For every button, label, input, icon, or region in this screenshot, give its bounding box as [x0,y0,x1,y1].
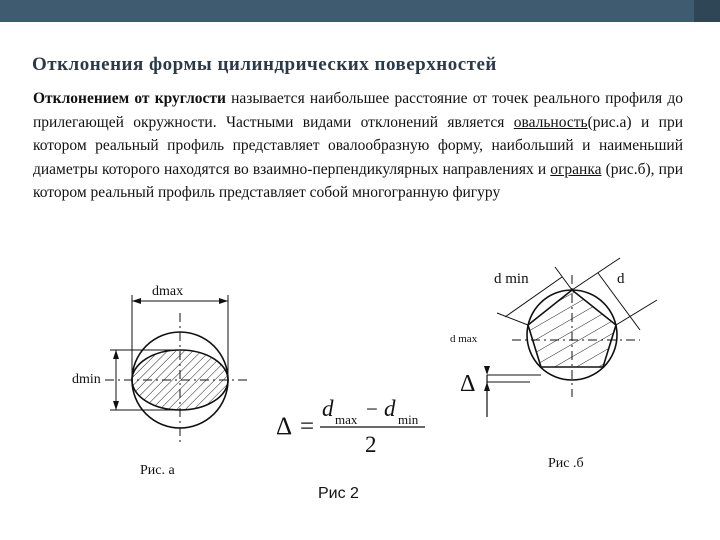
formula-delta: Δ [276,413,293,440]
dmax-label: d max [450,333,478,345]
formula-minus: − [366,397,378,421]
extension-line [616,300,657,325]
ovality-diagram [105,295,248,445]
formula-equals: = [300,413,315,440]
decorative-rule [60,30,695,32]
paragraph-text: называется наибольшее расстояние от точек реального профиля до прилегающей окружности. Частными видами отклонений является [33,90,683,131]
arrowhead [113,350,119,359]
d-label: d [617,271,625,287]
arrowhead [132,298,141,304]
dmax-label: dmax [152,284,184,299]
extension-line [572,258,620,290]
formula-denominator: 2 [365,432,377,457]
arrowhead [484,366,490,375]
figure-caption: Рис 2 [318,485,359,502]
extension-line [555,267,572,290]
paragraph-text: (рис.б), при котором реальный профиль представляет собой многогранную фигуру [33,160,683,201]
figures-svg [0,255,720,540]
dmin-label: d min [494,271,529,287]
slide-title: Отклонения формы цилиндрических поверхностей [32,54,497,75]
figure-b-caption: Рис .б [548,456,584,471]
formula-sub-max: max [335,412,358,427]
figure-a-caption: Рис. а [140,463,175,478]
arrowhead [113,401,119,410]
top-banner [0,0,720,22]
term-faceting: огранка [550,160,602,178]
formula-d-min: d [384,396,396,421]
extension-line [497,313,528,325]
decorative-rule-thin [540,45,660,46]
term-roundness: Отклонением от круглости [33,90,226,107]
dmin-label: dmin [72,372,101,387]
formula-sub-min: min [398,412,419,427]
formula-d-max: d [322,396,334,421]
term-ovality: овальность [513,113,588,131]
arrowhead [219,298,228,304]
arrowhead [484,382,490,391]
definition-paragraph [33,87,683,205]
paragraph-text: (рис.а) и при котором реальный профиль представляет овалообразную форму, наибольший и наименьший диаметры которого находятся во взаимно-перпендикулярных направлениях и [33,113,683,178]
top-banner-accent [694,0,720,22]
decorative-rule-thin [430,38,665,39]
delta-label: Δ [460,371,476,397]
